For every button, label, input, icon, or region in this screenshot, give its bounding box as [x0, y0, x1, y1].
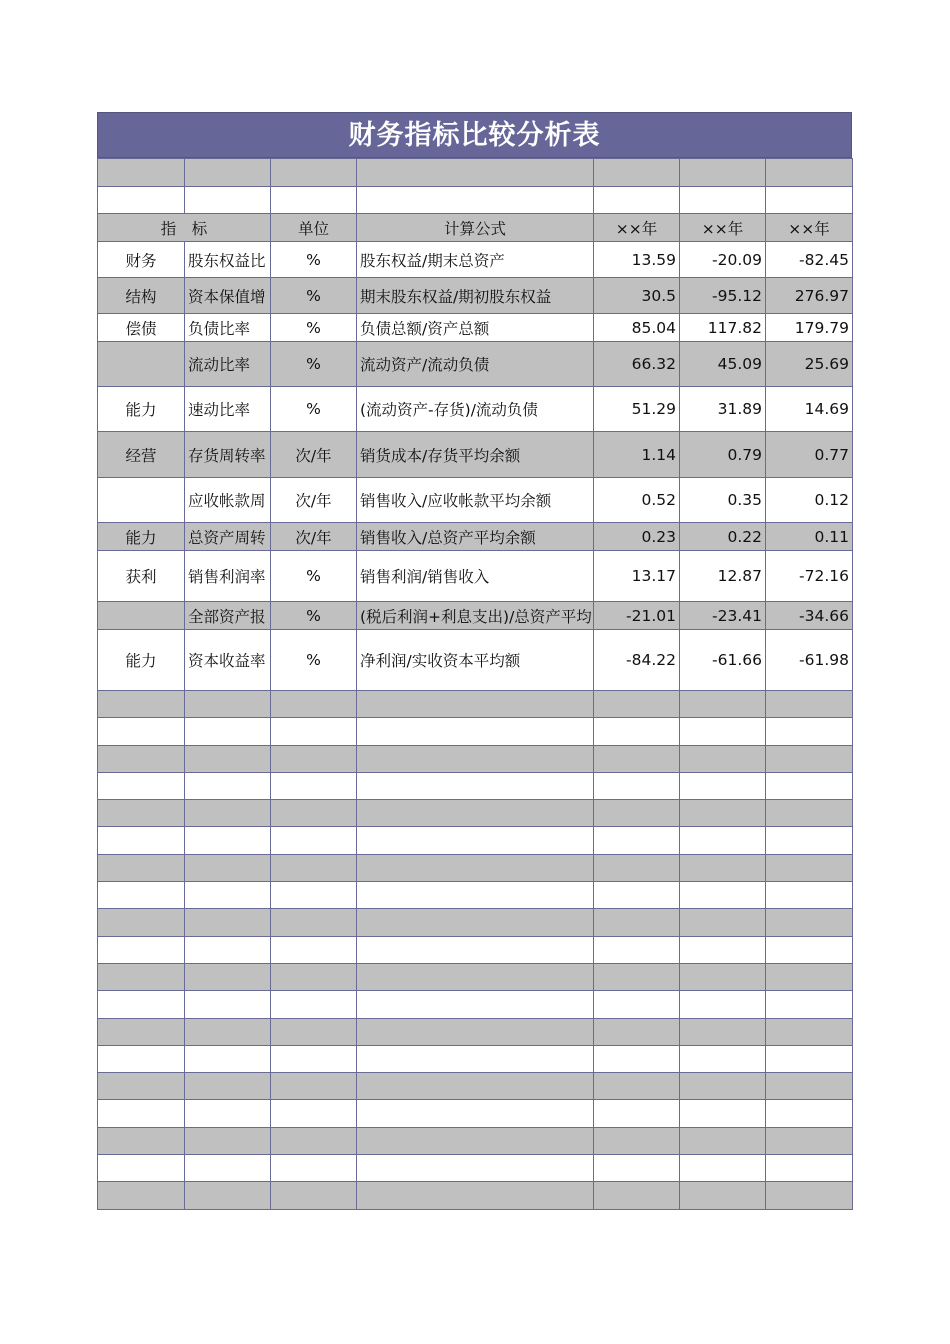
formula-cell[interactable]: 股东权益/期末总资产 [357, 242, 594, 278]
empty-cell[interactable] [98, 1182, 185, 1209]
empty-row [98, 963, 853, 990]
year-2-value[interactable]: 31.89 [680, 387, 766, 432]
empty-row [98, 936, 853, 963]
formula-cell[interactable]: 销售利润/销售收入 [357, 551, 594, 602]
empty-cell[interactable] [594, 854, 680, 881]
empty-cell[interactable] [680, 1182, 766, 1209]
empty-row [98, 882, 853, 909]
year-3-value[interactable]: -72.16 [766, 551, 853, 602]
empty-row [98, 1045, 853, 1072]
empty-cell[interactable] [357, 909, 594, 936]
empty-row [98, 691, 853, 718]
indicator-table [97, 158, 853, 1210]
unit-cell[interactable]: % [271, 242, 357, 278]
empty-cell[interactable] [766, 963, 853, 990]
table-row [98, 342, 853, 387]
year-1-value[interactable]: -21.01 [594, 602, 680, 630]
blank-row [98, 159, 853, 187]
empty-row [98, 1100, 853, 1127]
table-row [98, 242, 853, 278]
empty-cell[interactable] [357, 1073, 594, 1100]
year-3-value[interactable]: 0.77 [766, 432, 853, 478]
table-row [98, 630, 853, 691]
year-3-value[interactable]: 14.69 [766, 387, 853, 432]
unit-cell[interactable]: % [271, 342, 357, 387]
empty-cell[interactable] [680, 991, 766, 1018]
empty-cell[interactable] [98, 1127, 185, 1154]
empty-cell[interactable] [594, 1045, 680, 1072]
empty-cell[interactable] [766, 1100, 853, 1127]
empty-cell[interactable] [766, 1018, 853, 1045]
empty-cell[interactable] [680, 1155, 766, 1182]
empty-cell[interactable] [98, 1100, 185, 1127]
category-cell[interactable]: 偿债 [98, 314, 185, 342]
empty-cell[interactable] [98, 745, 185, 772]
year-2-value[interactable]: 0.35 [680, 478, 766, 523]
empty-cell[interactable] [357, 745, 594, 772]
year-2-value[interactable]: 45.09 [680, 342, 766, 387]
empty-cell[interactable] [680, 1045, 766, 1072]
indicator-name-cell[interactable]: 应收帐款周 [185, 478, 271, 523]
empty-cell[interactable] [98, 991, 185, 1018]
empty-row [98, 718, 853, 745]
empty-cell[interactable] [357, 1018, 594, 1045]
indicator-name-cell[interactable]: 全部资产报 [185, 602, 271, 630]
indicator-name-cell[interactable]: 存货周转率 [185, 432, 271, 478]
empty-cell[interactable] [680, 882, 766, 909]
header-row [98, 214, 853, 242]
table-row [98, 478, 853, 523]
category-cell[interactable]: 获利 [98, 551, 185, 602]
empty-cell[interactable] [766, 827, 853, 854]
empty-cell[interactable] [594, 800, 680, 827]
empty-cell[interactable] [594, 882, 680, 909]
formula-cell[interactable]: (流动资产-存货)/流动负债 [357, 387, 594, 432]
empty-cell[interactable] [594, 1100, 680, 1127]
empty-cell[interactable] [766, 936, 853, 963]
empty-row [98, 854, 853, 881]
header-indicator[interactable]: 指 标 [98, 214, 271, 242]
formula-cell[interactable]: 负债总额/资产总额 [357, 314, 594, 342]
header-year-1[interactable]: ××年 [594, 214, 680, 242]
empty-cell[interactable] [271, 1045, 357, 1072]
year-1-value[interactable]: 0.23 [594, 523, 680, 551]
unit-cell[interactable]: % [271, 551, 357, 602]
table-row [98, 523, 853, 551]
empty-row [98, 1127, 853, 1154]
formula-cell[interactable]: (税后利润+利息支出)/总资产平均 [357, 602, 594, 630]
year-2-value[interactable]: 117.82 [680, 314, 766, 342]
category-cell[interactable]: 财务 [98, 242, 185, 278]
empty-cell[interactable] [185, 1155, 271, 1182]
year-3-value[interactable]: 0.11 [766, 523, 853, 551]
year-3-value[interactable]: 179.79 [766, 314, 853, 342]
indicator-name-cell[interactable]: 流动比率 [185, 342, 271, 387]
empty-cell[interactable] [766, 1045, 853, 1072]
category-cell[interactable]: 能力 [98, 387, 185, 432]
empty-cell[interactable] [766, 909, 853, 936]
empty-row [98, 1155, 853, 1182]
empty-cell[interactable] [98, 1155, 185, 1182]
year-1-value[interactable]: 1.14 [594, 432, 680, 478]
empty-cell[interactable] [680, 1100, 766, 1127]
empty-cell[interactable] [98, 772, 185, 799]
empty-cell[interactable] [185, 772, 271, 799]
empty-cell[interactable] [271, 1155, 357, 1182]
empty-cell[interactable] [594, 936, 680, 963]
empty-cell[interactable] [766, 718, 853, 745]
empty-cell[interactable] [357, 800, 594, 827]
formula-cell[interactable]: 销售收入/总资产平均余额 [357, 523, 594, 551]
empty-cell[interactable] [185, 991, 271, 1018]
empty-cell[interactable] [271, 827, 357, 854]
empty-row [98, 991, 853, 1018]
indicator-name-cell[interactable]: 负债比率 [185, 314, 271, 342]
empty-cell[interactable] [766, 745, 853, 772]
header-year-3[interactable]: ××年 [766, 214, 853, 242]
year-2-value[interactable]: 12.87 [680, 551, 766, 602]
empty-cell[interactable] [185, 1018, 271, 1045]
empty-cell[interactable] [357, 691, 594, 718]
indicator-name-cell[interactable]: 资本收益率 [185, 630, 271, 691]
year-3-value[interactable]: 25.69 [766, 342, 853, 387]
empty-cell[interactable] [271, 1182, 357, 1209]
blank-row [98, 187, 853, 214]
year-1-value[interactable]: 85.04 [594, 314, 680, 342]
empty-cell[interactable] [98, 691, 185, 718]
empty-cell[interactable] [594, 991, 680, 1018]
category-cell[interactable]: 能力 [98, 523, 185, 551]
empty-cell[interactable] [680, 691, 766, 718]
empty-cell[interactable] [271, 909, 357, 936]
category-cell[interactable] [98, 478, 185, 523]
empty-cell[interactable] [357, 936, 594, 963]
category-cell[interactable] [98, 342, 185, 387]
empty-cell[interactable] [766, 1127, 853, 1154]
empty-cell[interactable] [357, 718, 594, 745]
unit-cell[interactable]: % [271, 602, 357, 630]
empty-cell[interactable] [98, 1045, 185, 1072]
table-row [98, 278, 853, 314]
empty-cell[interactable] [357, 1155, 594, 1182]
empty-cell[interactable] [98, 963, 185, 990]
empty-row [98, 1018, 853, 1045]
empty-cell[interactable] [766, 991, 853, 1018]
indicator-name-cell[interactable]: 速动比率 [185, 387, 271, 432]
year-1-value[interactable]: 13.59 [594, 242, 680, 278]
empty-cell[interactable] [357, 827, 594, 854]
indicator-name-cell[interactable]: 总资产周转 [185, 523, 271, 551]
category-cell[interactable]: 结构 [98, 278, 185, 314]
empty-cell[interactable] [766, 1073, 853, 1100]
empty-cell[interactable] [98, 718, 185, 745]
empty-cell[interactable] [680, 745, 766, 772]
header-year-2[interactable]: ××年 [680, 214, 766, 242]
year-1-value[interactable]: 0.52 [594, 478, 680, 523]
formula-cell[interactable]: 净利润/实收资本平均额 [357, 630, 594, 691]
empty-cell[interactable] [185, 1073, 271, 1100]
empty-cell[interactable] [766, 882, 853, 909]
empty-cell[interactable] [271, 963, 357, 990]
unit-cell[interactable]: 次/年 [271, 432, 357, 478]
empty-cell[interactable] [594, 772, 680, 799]
indicator-name-cell[interactable]: 股东权益比 [185, 242, 271, 278]
year-3-value[interactable]: 276.97 [766, 278, 853, 314]
empty-cell[interactable] [185, 827, 271, 854]
empty-cell[interactable] [98, 882, 185, 909]
year-1-value[interactable]: -84.22 [594, 630, 680, 691]
empty-cell[interactable] [271, 854, 357, 881]
empty-cell[interactable] [680, 854, 766, 881]
empty-cell[interactable] [98, 1073, 185, 1100]
indicator-name-cell[interactable]: 资本保值增 [185, 278, 271, 314]
year-3-value[interactable]: -34.66 [766, 602, 853, 630]
table-row [98, 551, 853, 602]
empty-cell[interactable] [271, 800, 357, 827]
empty-row [98, 827, 853, 854]
category-cell[interactable]: 能力 [98, 630, 185, 691]
empty-row [98, 800, 853, 827]
empty-cell[interactable] [271, 882, 357, 909]
empty-cell[interactable] [766, 854, 853, 881]
year-2-value[interactable]: -95.12 [680, 278, 766, 314]
empty-cell[interactable] [98, 1018, 185, 1045]
table-row [98, 314, 853, 342]
empty-cell[interactable] [594, 909, 680, 936]
year-2-value[interactable]: -23.41 [680, 602, 766, 630]
empty-cell[interactable] [680, 909, 766, 936]
unit-cell[interactable]: % [271, 278, 357, 314]
formula-cell[interactable]: 销货成本/存货平均余额 [357, 432, 594, 478]
empty-cell[interactable] [98, 854, 185, 881]
empty-cell[interactable] [271, 936, 357, 963]
empty-cell[interactable] [680, 963, 766, 990]
empty-cell[interactable] [185, 718, 271, 745]
table-row [98, 387, 853, 432]
empty-cell[interactable] [680, 1127, 766, 1154]
empty-row [98, 1182, 853, 1209]
empty-cell[interactable] [766, 1182, 853, 1209]
empty-cell[interactable] [185, 1045, 271, 1072]
formula-cell[interactable]: 销售收入/应收帐款平均余额 [357, 478, 594, 523]
empty-cell[interactable] [185, 936, 271, 963]
empty-cell[interactable] [680, 800, 766, 827]
year-2-value[interactable]: 0.22 [680, 523, 766, 551]
empty-cell[interactable] [766, 800, 853, 827]
empty-cell[interactable] [271, 745, 357, 772]
empty-cell[interactable] [766, 691, 853, 718]
unit-cell[interactable]: % [271, 314, 357, 342]
empty-cell[interactable] [185, 882, 271, 909]
category-cell[interactable]: 经营 [98, 432, 185, 478]
table-row [98, 432, 853, 478]
year-3-value[interactable]: 0.12 [766, 478, 853, 523]
unit-cell[interactable]: 次/年 [271, 478, 357, 523]
empty-cell[interactable] [185, 909, 271, 936]
empty-cell[interactable] [594, 1182, 680, 1209]
empty-cell[interactable] [594, 718, 680, 745]
empty-cell[interactable] [594, 1073, 680, 1100]
empty-cell[interactable] [185, 854, 271, 881]
indicator-name-cell[interactable]: 销售利润率 [185, 551, 271, 602]
empty-cell[interactable] [594, 1018, 680, 1045]
empty-cell[interactable] [185, 800, 271, 827]
empty-cell[interactable] [680, 1073, 766, 1100]
empty-cell[interactable] [680, 718, 766, 745]
financial-analysis-sheet [97, 112, 852, 1210]
year-1-value[interactable]: 66.32 [594, 342, 680, 387]
empty-cell[interactable] [271, 1018, 357, 1045]
empty-row [98, 1073, 853, 1100]
empty-cell[interactable] [185, 1182, 271, 1209]
empty-cell[interactable] [185, 1100, 271, 1127]
year-1-value[interactable]: 30.5 [594, 278, 680, 314]
year-1-value[interactable]: 13.17 [594, 551, 680, 602]
empty-row [98, 772, 853, 799]
empty-cell[interactable] [98, 800, 185, 827]
empty-row [98, 745, 853, 772]
empty-cell[interactable] [271, 991, 357, 1018]
empty-cell[interactable] [98, 827, 185, 854]
empty-cell[interactable] [680, 772, 766, 799]
year-2-value[interactable]: -61.66 [680, 630, 766, 691]
sheet-title: 财务指标比较分析表 [97, 112, 852, 158]
year-2-value[interactable]: -20.09 [680, 242, 766, 278]
year-2-value[interactable]: 0.79 [680, 432, 766, 478]
empty-row [98, 909, 853, 936]
empty-cell[interactable] [357, 1182, 594, 1209]
empty-cell[interactable] [185, 745, 271, 772]
empty-cell[interactable] [594, 691, 680, 718]
header-formula[interactable]: 计算公式 [357, 214, 594, 242]
empty-cell[interactable] [594, 745, 680, 772]
year-3-value[interactable]: -82.45 [766, 242, 853, 278]
empty-cell[interactable] [680, 936, 766, 963]
empty-cell[interactable] [766, 1155, 853, 1182]
year-3-value[interactable]: -61.98 [766, 630, 853, 691]
header-unit[interactable]: 单位 [271, 214, 357, 242]
empty-cell[interactable] [271, 1100, 357, 1127]
empty-cell[interactable] [357, 1127, 594, 1154]
empty-cell[interactable] [357, 772, 594, 799]
empty-cell[interactable] [271, 1073, 357, 1100]
empty-cell[interactable] [185, 691, 271, 718]
empty-cell[interactable] [357, 854, 594, 881]
empty-cell[interactable] [98, 936, 185, 963]
empty-cell[interactable] [271, 1127, 357, 1154]
empty-cell[interactable] [185, 1127, 271, 1154]
empty-cell[interactable] [766, 772, 853, 799]
empty-cell[interactable] [271, 718, 357, 745]
empty-cell[interactable] [594, 1155, 680, 1182]
table-row [98, 602, 853, 630]
category-cell[interactable] [98, 602, 185, 630]
empty-cell[interactable] [357, 1045, 594, 1072]
empty-cell[interactable] [594, 827, 680, 854]
empty-cell[interactable] [271, 691, 357, 718]
formula-cell[interactable]: 流动资产/流动负债 [357, 342, 594, 387]
empty-cell[interactable] [357, 991, 594, 1018]
empty-cell[interactable] [594, 1127, 680, 1154]
empty-cell[interactable] [357, 882, 594, 909]
empty-cell[interactable] [594, 963, 680, 990]
year-1-value[interactable]: 51.29 [594, 387, 680, 432]
formula-cell[interactable]: 期末股东权益/期初股东权益 [357, 278, 594, 314]
empty-cell[interactable] [680, 827, 766, 854]
empty-cell[interactable] [271, 772, 357, 799]
empty-cell[interactable] [357, 963, 594, 990]
empty-cell[interactable] [185, 963, 271, 990]
empty-cell[interactable] [680, 1018, 766, 1045]
empty-cell[interactable] [357, 1100, 594, 1127]
unit-cell[interactable]: % [271, 387, 357, 432]
unit-cell[interactable]: 次/年 [271, 523, 357, 551]
empty-cell[interactable] [98, 909, 185, 936]
unit-cell[interactable]: % [271, 630, 357, 691]
